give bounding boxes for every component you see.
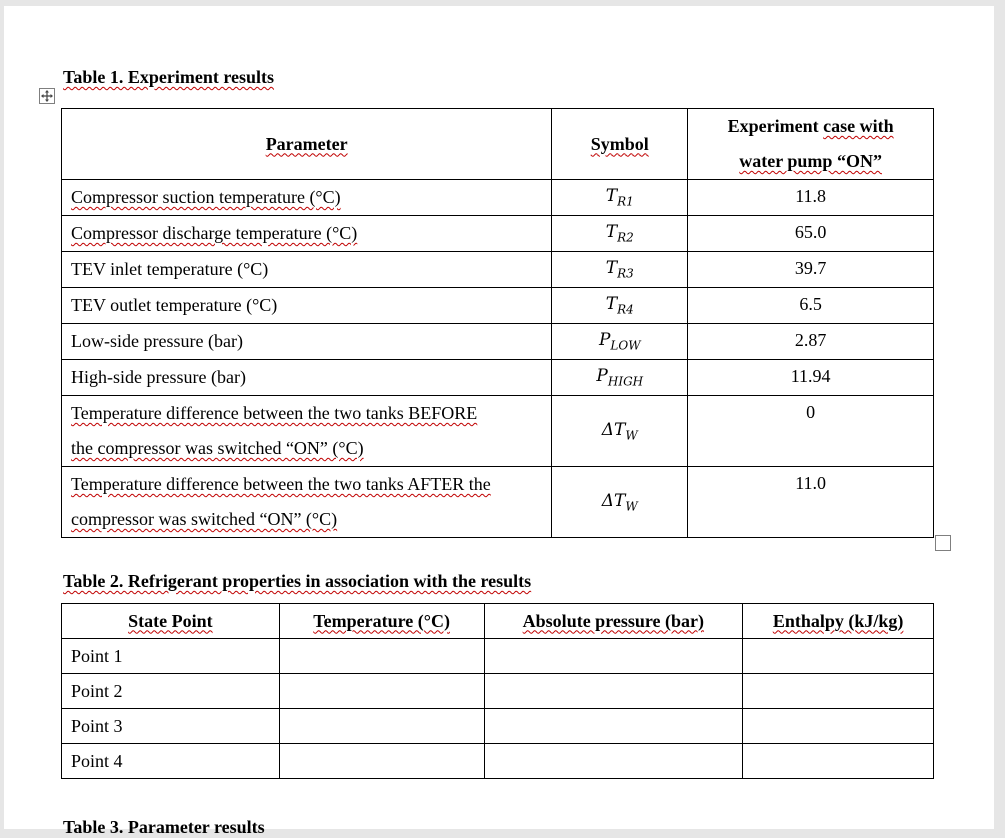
table-row xyxy=(62,709,934,744)
symbol-cell[interactable] xyxy=(552,324,688,360)
enthalpy-cell[interactable] xyxy=(743,744,934,779)
state-point-cell[interactable]: Point 1 xyxy=(62,639,280,674)
enthalpy-header-text: Enthalpy (kJ/kg) xyxy=(772,610,904,631)
state-point-header xyxy=(62,604,280,639)
enthalpy-cell[interactable] xyxy=(743,674,934,709)
refrigerant-properties-table xyxy=(61,603,934,779)
table-row xyxy=(62,324,934,360)
parameter-cell[interactable] xyxy=(62,252,552,288)
temperature-cell[interactable] xyxy=(279,744,484,779)
parameter-cell[interactable] xyxy=(62,216,552,252)
enthalpy-cell[interactable] xyxy=(743,639,934,674)
parameter-text: High-side pressure (bar) xyxy=(71,367,246,387)
absolute-pressure-cell[interactable] xyxy=(484,709,743,744)
symbol-header xyxy=(552,109,688,180)
value-cell[interactable]: 2.87 xyxy=(688,324,934,360)
absolute-pressure-header-text: Absolute pressure (bar) xyxy=(522,610,705,631)
parameter-cell[interactable] xyxy=(62,396,552,467)
move-cross-glyph xyxy=(41,90,53,102)
parameter-cell[interactable] xyxy=(62,288,552,324)
table-row xyxy=(62,744,934,779)
parameter-text: Low-side pressure (bar) xyxy=(71,331,243,351)
symbol-subscript: R4 xyxy=(617,302,634,317)
table2-title-text: Table 2. Refrigerant properties in association with the results xyxy=(63,571,532,591)
table-row xyxy=(62,180,934,216)
value-cell[interactable]: 11.0 xyxy=(688,467,934,538)
table-row xyxy=(62,252,934,288)
parameter-header-text: Parameter xyxy=(265,133,348,154)
temperature-header-text: Temperature (°C) xyxy=(313,610,450,631)
case-header-line2: water pump “ON” xyxy=(739,151,882,171)
move-cross-icon[interactable] xyxy=(39,88,55,104)
symbol-cell[interactable] xyxy=(552,252,688,288)
symbol-main: T xyxy=(605,294,618,315)
absolute-pressure-cell[interactable] xyxy=(484,639,743,674)
state-point-header-text: State Point xyxy=(128,610,213,631)
absolute-pressure-cell[interactable] xyxy=(484,674,743,709)
symbol-cell[interactable] xyxy=(552,467,688,538)
symbol-subscript: R2 xyxy=(617,230,634,245)
symbol-cell[interactable] xyxy=(552,360,688,396)
table-row xyxy=(62,396,934,467)
symbol-subscript: HIGH xyxy=(607,374,644,389)
symbol-header-text: Symbol xyxy=(590,133,649,154)
temperature-cell[interactable] xyxy=(279,674,484,709)
parameter-cell[interactable] xyxy=(62,360,552,396)
symbol-cell[interactable] xyxy=(552,396,688,467)
parameter-text-line1: Temperature difference between the two tanks AFTER the xyxy=(71,474,491,494)
table-row xyxy=(62,674,934,709)
absolute-pressure-cell[interactable] xyxy=(484,744,743,779)
table-row xyxy=(62,639,934,674)
value-cell[interactable]: 6.5 xyxy=(688,288,934,324)
resize-square-icon[interactable] xyxy=(935,535,951,551)
symbol-main: P xyxy=(598,330,611,351)
parameter-text-line1: Temperature difference between the two tanks BEFORE xyxy=(71,403,478,423)
table3-title: Table 3. Parameter results xyxy=(63,817,265,837)
temperature-cell[interactable] xyxy=(279,639,484,674)
enthalpy-header xyxy=(743,604,934,639)
symbol-main: T xyxy=(605,186,618,207)
parameter-cell[interactable] xyxy=(62,324,552,360)
symbol-subscript: W xyxy=(625,499,638,514)
table1-title xyxy=(63,67,274,88)
table1-header-row xyxy=(62,109,934,180)
parameter-text: TEV outlet temperature (°C) xyxy=(71,295,278,315)
symbol-cell[interactable] xyxy=(552,216,688,252)
state-point-cell[interactable]: Point 3 xyxy=(62,709,280,744)
experiment-results-table xyxy=(61,108,934,538)
symbol-cell[interactable] xyxy=(552,180,688,216)
table-row xyxy=(62,288,934,324)
parameter-cell[interactable] xyxy=(62,467,552,538)
table-row xyxy=(62,467,934,538)
text-cursor xyxy=(933,180,934,200)
symbol-subscript: W xyxy=(625,428,638,443)
symbol-main: T xyxy=(605,222,618,243)
temperature-header xyxy=(279,604,484,639)
state-point-cell[interactable]: Point 2 xyxy=(62,674,280,709)
symbol-subscript: R1 xyxy=(617,194,634,209)
state-point-cell[interactable]: Point 4 xyxy=(62,744,280,779)
value-cell[interactable]: 39.7 xyxy=(688,252,934,288)
symbol-main: T xyxy=(605,258,618,279)
table2-header-row xyxy=(62,604,934,639)
parameter-header xyxy=(62,109,552,180)
symbol-subscript: LOW xyxy=(610,338,641,353)
case-header-line1: Experiment case with xyxy=(727,116,894,136)
absolute-pressure-header xyxy=(484,604,743,639)
table1-title-text: Table 1. Experiment results xyxy=(63,67,275,87)
parameter-text: Compressor suction temperature (°C) xyxy=(71,187,341,207)
value-cell[interactable]: 11.94 xyxy=(688,360,934,396)
value-cell[interactable]: 11.8 xyxy=(688,180,934,216)
symbol-cell[interactable] xyxy=(552,288,688,324)
parameter-text: TEV inlet temperature (°C) xyxy=(71,259,269,279)
enthalpy-cell[interactable] xyxy=(743,709,934,744)
table-row xyxy=(62,216,934,252)
table-row xyxy=(62,360,934,396)
value-cell[interactable]: 0 xyxy=(688,396,934,467)
symbol-main: P xyxy=(596,366,608,387)
parameter-text: Compressor discharge temperature (°C) xyxy=(71,223,358,243)
symbol-main: ΔT xyxy=(601,419,626,440)
parameter-text-line2: the compressor was switched “ON” (°C) xyxy=(71,438,364,458)
symbol-subscript: R3 xyxy=(617,266,634,281)
parameter-cell[interactable] xyxy=(62,180,552,216)
value-cell[interactable]: 65.0 xyxy=(688,216,934,252)
symbol-main: ΔT xyxy=(601,490,626,511)
parameter-text-line2: compressor was switched “ON” (°C) xyxy=(71,509,338,529)
table2-title xyxy=(63,571,531,592)
temperature-cell[interactable] xyxy=(279,709,484,744)
experiment-case-header xyxy=(688,109,934,180)
